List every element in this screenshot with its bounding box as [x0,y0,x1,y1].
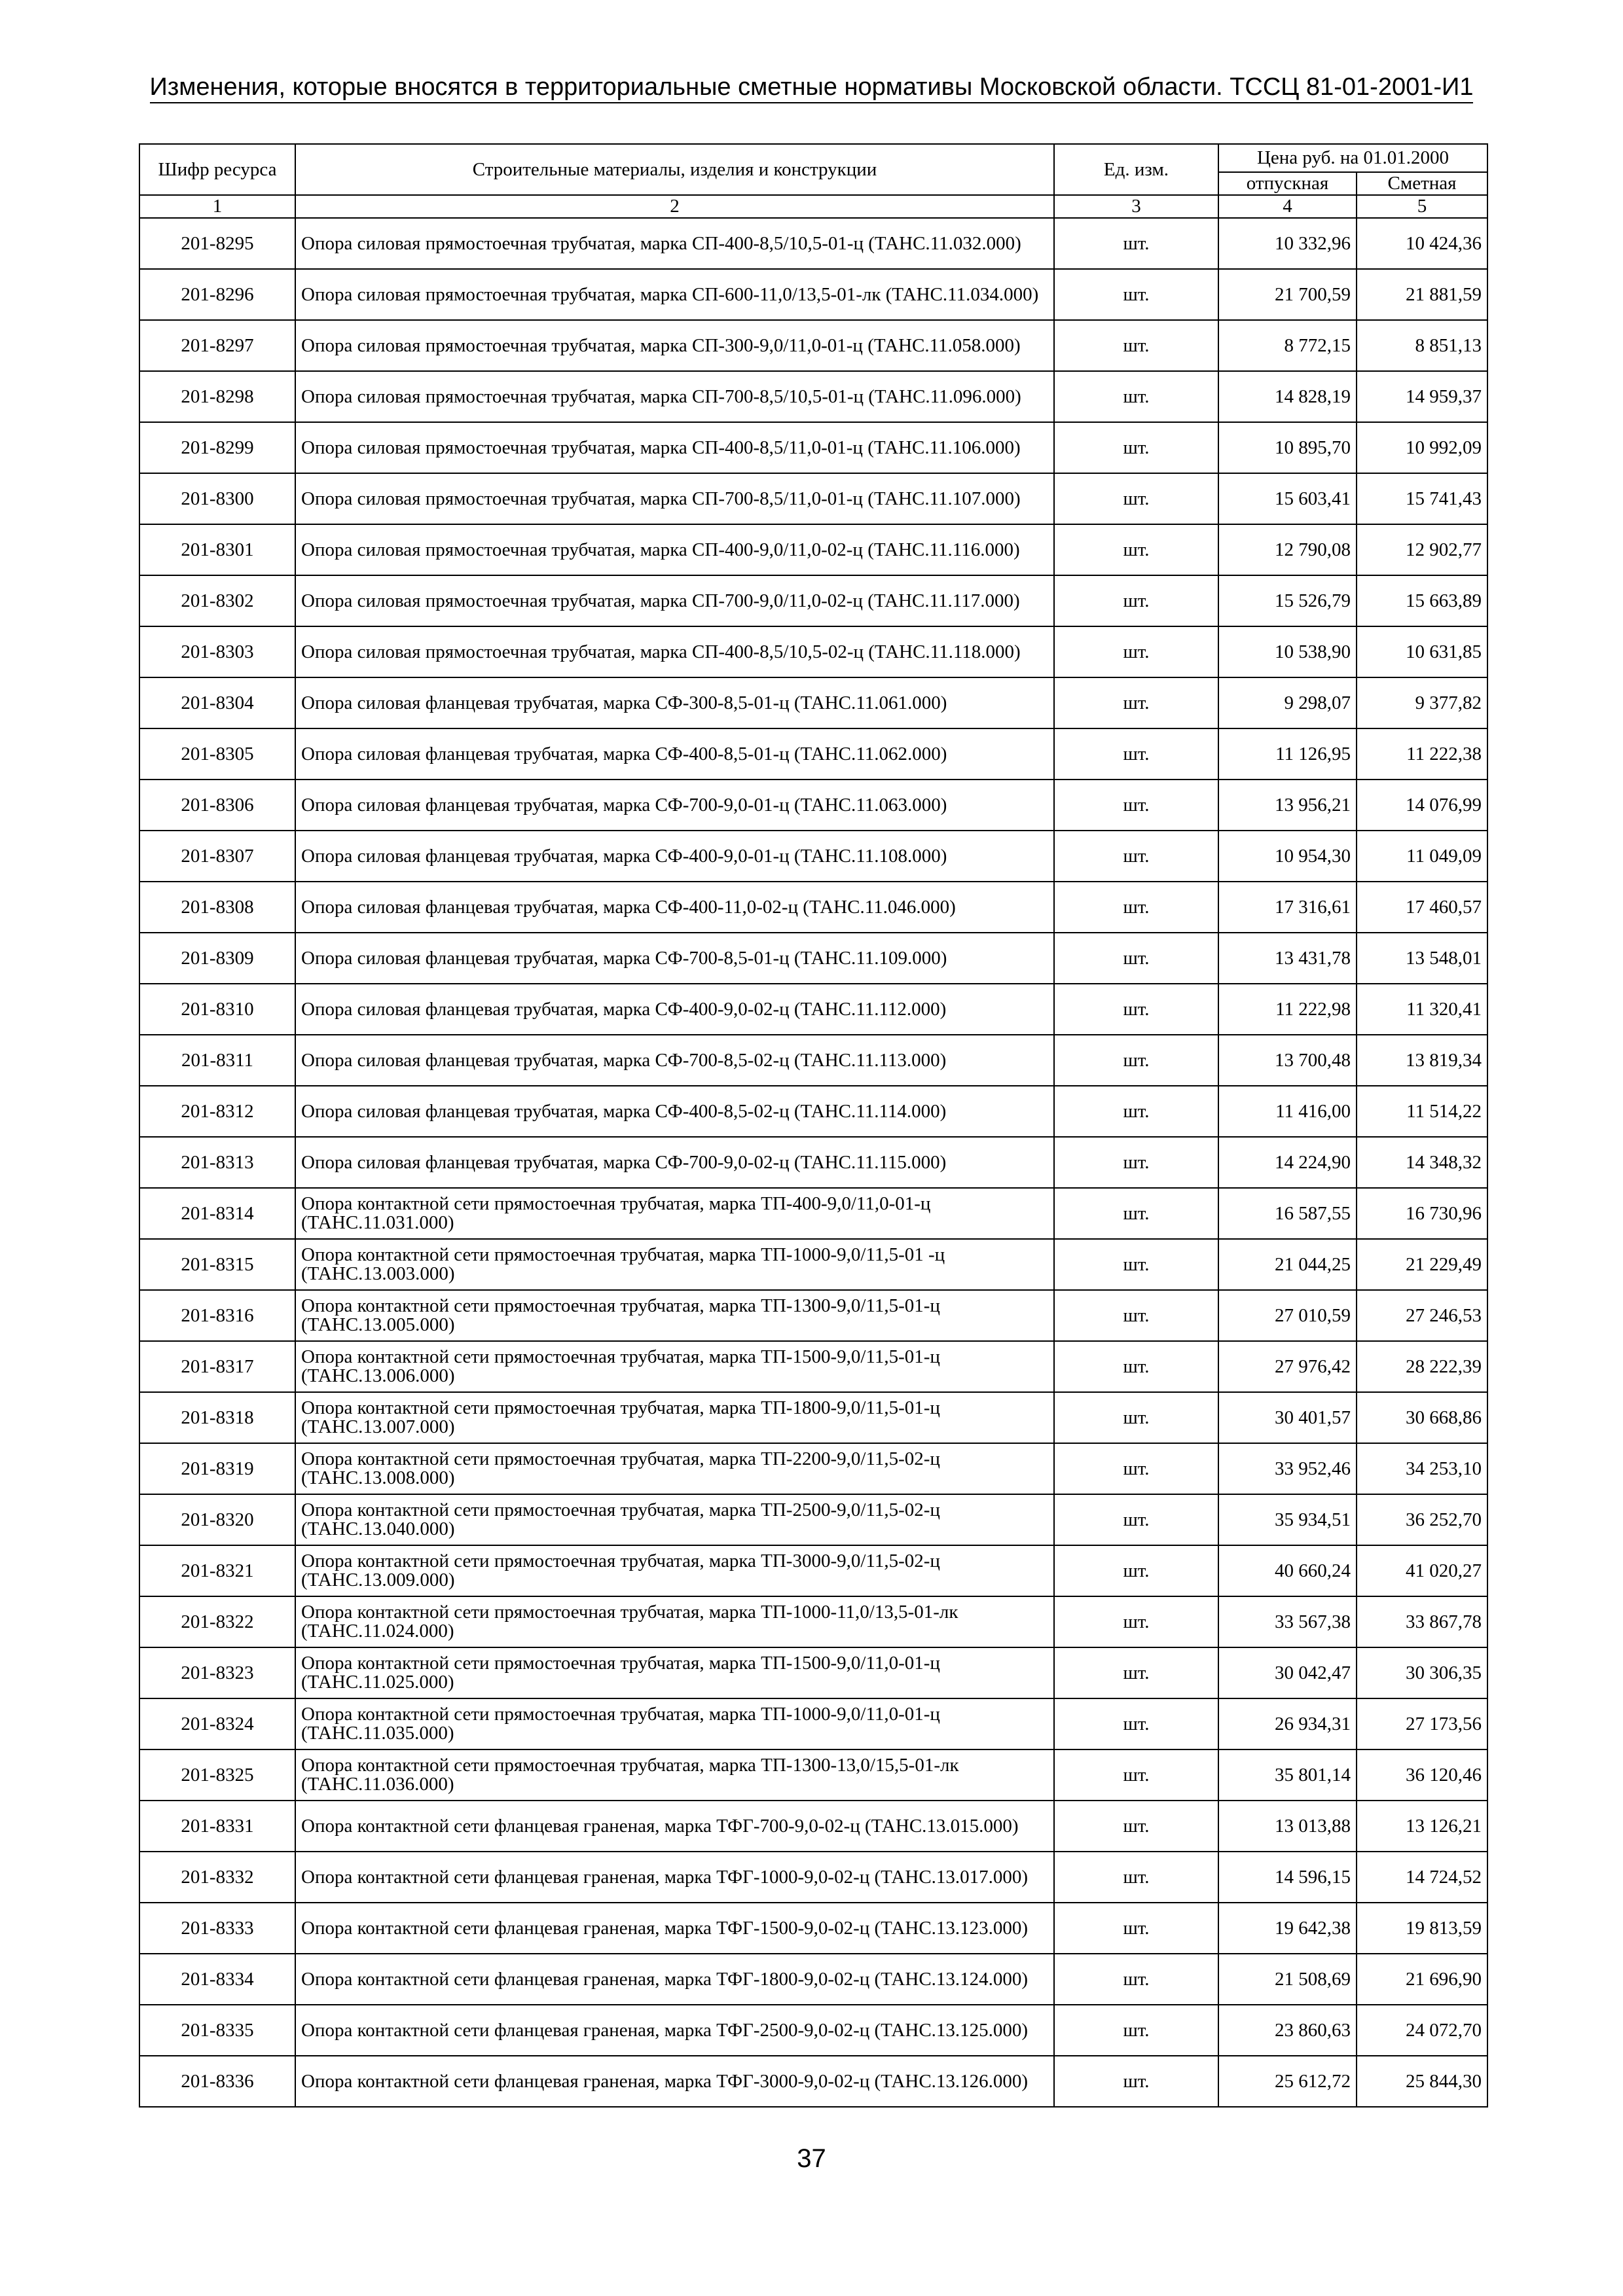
row-estimate-price: 24 072,70 [1357,2005,1487,2056]
row-release-price: 16 587,55 [1218,1188,1357,1239]
row-estimate-price: 28 222,39 [1357,1341,1487,1392]
row-release-price: 27 010,59 [1218,1290,1357,1341]
row-name: Опора силовая прямостоечная трубчатая, марка СП-700-8,5/11,0-01-ц (ТАНС.11.107.000) [295,473,1054,524]
row-release-price: 13 431,78 [1218,933,1357,984]
row-release-price: 21 044,25 [1218,1239,1357,1290]
row-code: 201-8310 [139,984,295,1035]
row-unit: шт. [1054,831,1218,882]
table-row [139,1749,1487,1801]
table-row [139,626,1487,677]
row-name: Опора силовая прямостоечная трубчатая, марка СП-700-8,5/10,5-01-ц (ТАНС.11.096.000) [295,371,1054,422]
column-number: 5 [1357,195,1487,218]
row-estimate-price: 36 252,70 [1357,1494,1487,1545]
row-code: 201-8307 [139,831,295,882]
row-unit: шт. [1054,1954,1218,2005]
row-code: 201-8315 [139,1239,295,1290]
row-estimate-price: 36 120,46 [1357,1749,1487,1801]
row-code: 201-8331 [139,1801,295,1852]
row-name: Опора силовая прямостоечная трубчатая, марка СП-400-8,5/11,0-01-ц (ТАНС.11.106.000) [295,422,1054,473]
row-unit: шт. [1054,2005,1218,2056]
row-unit: шт. [1054,1801,1218,1852]
row-unit: шт. [1054,1852,1218,1903]
table-row [139,2005,1487,2056]
table-body [139,218,1487,2107]
row-code: 201-8300 [139,473,295,524]
row-release-price: 10 895,70 [1218,422,1357,473]
table-row [139,2056,1487,2107]
table-header [139,144,1487,218]
row-release-price: 17 316,61 [1218,882,1357,933]
row-code: 201-8325 [139,1749,295,1801]
row-name: Опора силовая прямостоечная трубчатая, марка СП-700-9,0/11,0-02-ц (ТАНС.11.117.000) [295,575,1054,626]
table-row [139,1698,1487,1749]
row-code: 201-8297 [139,320,295,371]
row-code: 201-8301 [139,524,295,575]
row-unit: шт. [1054,780,1218,831]
row-name: Опора контактной сети прямостоечная трубчатая, марка ТП-1000-9,0/11,0-01-ц (ТАНС.11.035.000) [295,1698,1054,1749]
row-unit: шт. [1054,1239,1218,1290]
column-number: 3 [1054,195,1218,218]
row-unit: шт. [1054,1137,1218,1188]
row-code: 201-8321 [139,1545,295,1596]
row-unit: шт. [1054,933,1218,984]
row-unit: шт. [1054,1341,1218,1392]
row-code: 201-8333 [139,1903,295,1954]
table-row [139,1035,1487,1086]
row-code: 201-8318 [139,1392,295,1443]
row-code: 201-8296 [139,269,295,320]
row-code: 201-8295 [139,218,295,269]
row-release-price: 33 567,38 [1218,1596,1357,1647]
row-release-price: 21 700,59 [1218,269,1357,320]
row-estimate-price: 21 881,59 [1357,269,1487,320]
row-estimate-price: 21 696,90 [1357,1954,1487,2005]
row-estimate-price: 11 514,22 [1357,1086,1487,1137]
row-release-price: 27 976,42 [1218,1341,1357,1392]
row-name: Опора силовая прямостоечная трубчатая, марка СП-400-8,5/10,5-02-ц (ТАНС.11.118.000) [295,626,1054,677]
column-header-price-group: Цена руб. на 01.01.2000 [1218,144,1487,172]
row-unit: шт. [1054,575,1218,626]
table-row [139,218,1487,269]
row-estimate-price: 13 126,21 [1357,1801,1487,1852]
row-name: Опора контактной сети прямостоечная трубчатая, марка ТП-3000-9,0/11,5-02-ц (ТАНС.13.009.000) [295,1545,1054,1596]
row-estimate-price: 27 173,56 [1357,1698,1487,1749]
row-code: 201-8322 [139,1596,295,1647]
row-code: 201-8308 [139,882,295,933]
row-release-price: 35 934,51 [1218,1494,1357,1545]
column-header-release-price: отпускная [1218,172,1357,195]
document-header [0,73,1623,101]
row-estimate-price: 16 730,96 [1357,1188,1487,1239]
row-unit: шт. [1054,524,1218,575]
table-row [139,1341,1487,1392]
row-release-price: 11 222,98 [1218,984,1357,1035]
row-estimate-price: 30 668,86 [1357,1392,1487,1443]
row-name: Опора контактной сети фланцевая граненая, марка ТФГ-700-9,0-02-ц (ТАНС.13.015.000) [295,1801,1054,1852]
row-estimate-price: 25 844,30 [1357,2056,1487,2107]
row-estimate-price: 10 424,36 [1357,218,1487,269]
row-estimate-price: 41 020,27 [1357,1545,1487,1596]
table-row [139,728,1487,780]
page-number: 37 [797,2144,826,2173]
table-row [139,575,1487,626]
row-unit: шт. [1054,728,1218,780]
row-estimate-price: 17 460,57 [1357,882,1487,933]
row-release-price: 12 790,08 [1218,524,1357,575]
table-row [139,473,1487,524]
table-row [139,371,1487,422]
row-estimate-price: 13 548,01 [1357,933,1487,984]
row-code: 201-8320 [139,1494,295,1545]
row-release-price: 19 642,38 [1218,1903,1357,1954]
table-row [139,831,1487,882]
row-name: Опора контактной сети прямостоечная трубчатая, марка ТП-1800-9,0/11,5-01-ц (ТАНС.13.007.000) [295,1392,1054,1443]
row-unit: шт. [1054,1035,1218,1086]
row-unit: шт. [1054,371,1218,422]
table-row [139,1801,1487,1852]
table-row [139,1954,1487,2005]
row-name: Опора силовая фланцевая трубчатая, марка СФ-700-9,0-02-ц (ТАНС.11.115.000) [295,1137,1054,1188]
row-release-price: 30 042,47 [1218,1647,1357,1698]
row-name: Опора силовая фланцевая трубчатая, марка СФ-400-8,5-02-ц (ТАНС.11.114.000) [295,1086,1054,1137]
column-number: 4 [1218,195,1357,218]
row-name: Опора силовая фланцевая трубчатая, марка СФ-300-8,5-01-ц (ТАНС.11.061.000) [295,677,1054,728]
row-unit: шт. [1054,1086,1218,1137]
row-code: 201-8303 [139,626,295,677]
row-unit: шт. [1054,320,1218,371]
row-unit: шт. [1054,269,1218,320]
row-release-price: 15 526,79 [1218,575,1357,626]
row-name: Опора контактной сети прямостоечная трубчатая, марка ТП-400-9,0/11,0-01-ц (ТАНС.11.031.000) [295,1188,1054,1239]
row-estimate-price: 9 377,82 [1357,677,1487,728]
row-estimate-price: 14 724,52 [1357,1852,1487,1903]
row-unit: шт. [1054,1647,1218,1698]
row-code: 201-8313 [139,1137,295,1188]
row-name: Опора контактной сети прямостоечная трубчатая, марка ТП-1500-9,0/11,0-01-ц (ТАНС.11.025.000) [295,1647,1054,1698]
row-estimate-price: 33 867,78 [1357,1596,1487,1647]
row-estimate-price: 10 631,85 [1357,626,1487,677]
row-release-price: 8 772,15 [1218,320,1357,371]
table-row [139,1596,1487,1647]
row-release-price: 14 828,19 [1218,371,1357,422]
row-estimate-price: 19 813,59 [1357,1903,1487,1954]
row-estimate-price: 8 851,13 [1357,320,1487,371]
row-unit: шт. [1054,626,1218,677]
row-release-price: 23 860,63 [1218,2005,1357,2056]
row-estimate-price: 27 246,53 [1357,1290,1487,1341]
row-estimate-price: 34 253,10 [1357,1443,1487,1494]
row-unit: шт. [1054,882,1218,933]
row-name: Опора силовая фланцевая трубчатая, марка СФ-400-9,0-01-ц (ТАНС.11.108.000) [295,831,1054,882]
table-row [139,1443,1487,1494]
column-number: 2 [295,195,1054,218]
row-unit: шт. [1054,1749,1218,1801]
table-row [139,1086,1487,1137]
row-release-price: 25 612,72 [1218,2056,1357,2107]
row-release-price: 9 298,07 [1218,677,1357,728]
row-unit: шт. [1054,218,1218,269]
row-unit: шт. [1054,1545,1218,1596]
table-row [139,1545,1487,1596]
table-row [139,1647,1487,1698]
row-name: Опора силовая фланцевая трубчатая, марка СФ-700-9,0-01-ц (ТАНС.11.063.000) [295,780,1054,831]
row-release-price: 13 700,48 [1218,1035,1357,1086]
row-code: 201-8319 [139,1443,295,1494]
row-estimate-price: 11 320,41 [1357,984,1487,1035]
row-release-price: 35 801,14 [1218,1749,1357,1801]
row-release-price: 13 956,21 [1218,780,1357,831]
row-estimate-price: 11 222,38 [1357,728,1487,780]
row-name: Опора силовая фланцевая трубчатая, марка СФ-400-11,0-02-ц (ТАНС.11.046.000) [295,882,1054,933]
row-code: 201-8309 [139,933,295,984]
row-unit: шт. [1054,1903,1218,1954]
row-name: Опора контактной сети прямостоечная трубчатая, марка ТП-1300-13,0/15,5-01-лк (ТАНС.11.036.000) [295,1749,1054,1801]
table-row [139,1494,1487,1545]
row-estimate-price: 21 229,49 [1357,1239,1487,1290]
row-name: Опора контактной сети прямостоечная трубчатая, марка ТП-1500-9,0/11,5-01-ц (ТАНС.13.006.000) [295,1341,1054,1392]
table-row [139,422,1487,473]
row-name: Опора контактной сети прямостоечная трубчатая, марка ТП-1000-9,0/11,5-01 -ц (ТАНС.13.003.000) [295,1239,1054,1290]
row-name: Опора силовая фланцевая трубчатая, марка СФ-400-9,0-02-ц (ТАНС.11.112.000) [295,984,1054,1035]
row-name: Опора контактной сети фланцевая граненая, марка ТФГ-3000-9,0-02-ц (ТАНС.13.126.000) [295,2056,1054,2107]
row-code: 201-8323 [139,1647,295,1698]
table-row [139,320,1487,371]
row-name: Опора силовая фланцевая трубчатая, марка СФ-700-8,5-02-ц (ТАНС.11.113.000) [295,1035,1054,1086]
row-release-price: 14 596,15 [1218,1852,1357,1903]
row-code: 201-8335 [139,2005,295,2056]
row-name: Опора силовая фланцевая трубчатая, марка СФ-400-8,5-01-ц (ТАНС.11.062.000) [295,728,1054,780]
row-code: 201-8332 [139,1852,295,1903]
row-release-price: 33 952,46 [1218,1443,1357,1494]
table-row [139,269,1487,320]
row-name: Опора контактной сети прямостоечная трубчатая, марка ТП-1300-9,0/11,5-01-ц (ТАНС.13.005.000) [295,1290,1054,1341]
table-row [139,933,1487,984]
table-row [139,1903,1487,1954]
table-row [139,677,1487,728]
row-release-price: 11 416,00 [1218,1086,1357,1137]
row-code: 201-8334 [139,1954,295,2005]
row-release-price: 21 508,69 [1218,1954,1357,2005]
row-estimate-price: 11 049,09 [1357,831,1487,882]
row-unit: шт. [1054,473,1218,524]
row-unit: шт. [1054,1188,1218,1239]
row-estimate-price: 13 819,34 [1357,1035,1487,1086]
row-unit: шт. [1054,1443,1218,1494]
row-estimate-price: 30 306,35 [1357,1647,1487,1698]
row-code: 201-8305 [139,728,295,780]
column-numbers-row [139,195,1487,218]
row-estimate-price: 15 663,89 [1357,575,1487,626]
table-row [139,882,1487,933]
row-name: Опора силовая фланцевая трубчатая, марка СФ-700-8,5-01-ц (ТАНС.11.109.000) [295,933,1054,984]
row-name: Опора силовая прямостоечная трубчатая, марка СП-400-9,0/11,0-02-ц (ТАНС.11.116.000) [295,524,1054,575]
row-name: Опора контактной сети прямостоечная трубчатая, марка ТП-1000-11,0/13,5-01-лк (ТАНС.11.024.000) [295,1596,1054,1647]
table-row [139,1852,1487,1903]
row-release-price: 11 126,95 [1218,728,1357,780]
row-estimate-price: 10 992,09 [1357,422,1487,473]
row-release-price: 15 603,41 [1218,473,1357,524]
row-code: 201-8312 [139,1086,295,1137]
row-unit: шт. [1054,984,1218,1035]
row-code: 201-8306 [139,780,295,831]
row-estimate-price: 14 959,37 [1357,371,1487,422]
table-row [139,1239,1487,1290]
column-header-estimate-price: Сметная [1357,172,1487,195]
row-code: 201-8317 [139,1341,295,1392]
row-code: 201-8298 [139,371,295,422]
price-table [139,143,1488,2108]
row-estimate-price: 14 076,99 [1357,780,1487,831]
table-row [139,1188,1487,1239]
row-release-price: 10 538,90 [1218,626,1357,677]
row-unit: шт. [1054,422,1218,473]
table-row [139,780,1487,831]
header-title: Изменения, которые вносятся в территориальные сметные нормативы Московской области. ТССЦ 81-01-2001-И1 [150,73,1474,103]
column-header-name: Строительные материалы, изделия и конструкции [295,144,1054,195]
table-row [139,524,1487,575]
row-name: Опора силовая прямостоечная трубчатая, марка СП-600-11,0/13,5-01-лк (ТАНС.11.034.000) [295,269,1054,320]
column-header-code: Шифр ресурса [139,144,295,195]
row-unit: шт. [1054,2056,1218,2107]
row-unit: шт. [1054,1698,1218,1749]
row-code: 201-8311 [139,1035,295,1086]
row-code: 201-8324 [139,1698,295,1749]
row-name: Опора контактной сети фланцевая граненая, марка ТФГ-1000-9,0-02-ц (ТАНС.13.017.000) [295,1852,1054,1903]
table-row [139,1137,1487,1188]
row-release-price: 13 013,88 [1218,1801,1357,1852]
row-unit: шт. [1054,677,1218,728]
row-estimate-price: 15 741,43 [1357,473,1487,524]
row-release-price: 10 954,30 [1218,831,1357,882]
row-code: 201-8316 [139,1290,295,1341]
row-code: 201-8336 [139,2056,295,2107]
table-row [139,1392,1487,1443]
row-release-price: 30 401,57 [1218,1392,1357,1443]
row-code: 201-8314 [139,1188,295,1239]
row-estimate-price: 14 348,32 [1357,1137,1487,1188]
row-unit: шт. [1054,1596,1218,1647]
row-unit: шт. [1054,1290,1218,1341]
row-code: 201-8302 [139,575,295,626]
row-release-price: 26 934,31 [1218,1698,1357,1749]
table-row [139,984,1487,1035]
row-name: Опора контактной сети фланцевая граненая, марка ТФГ-1500-9,0-02-ц (ТАНС.13.123.000) [295,1903,1054,1954]
column-header-unit: Ед. изм. [1054,144,1218,195]
row-name: Опора контактной сети фланцевая граненая, марка ТФГ-2500-9,0-02-ц (ТАНС.13.125.000) [295,2005,1054,2056]
row-unit: шт. [1054,1392,1218,1443]
row-release-price: 14 224,90 [1218,1137,1357,1188]
row-unit: шт. [1054,1494,1218,1545]
row-name: Опора контактной сети фланцевая граненая, марка ТФГ-1800-9,0-02-ц (ТАНС.13.124.000) [295,1954,1054,2005]
table-row [139,1290,1487,1341]
row-code: 201-8304 [139,677,295,728]
row-name: Опора силовая прямостоечная трубчатая, марка СП-300-9,0/11,0-01-ц (ТАНС.11.058.000) [295,320,1054,371]
column-number: 1 [139,195,295,218]
row-name: Опора контактной сети прямостоечная трубчатая, марка ТП-2500-9,0/11,5-02-ц (ТАНС.13.040.000) [295,1494,1054,1545]
row-estimate-price: 12 902,77 [1357,524,1487,575]
row-name: Опора контактной сети прямостоечная трубчатая, марка ТП-2200-9,0/11,5-02-ц (ТАНС.13.008.000) [295,1443,1054,1494]
row-release-price: 10 332,96 [1218,218,1357,269]
row-release-price: 40 660,24 [1218,1545,1357,1596]
row-name: Опора силовая прямостоечная трубчатая, марка СП-400-8,5/10,5-01-ц (ТАНС.11.032.000) [295,218,1054,269]
row-code: 201-8299 [139,422,295,473]
